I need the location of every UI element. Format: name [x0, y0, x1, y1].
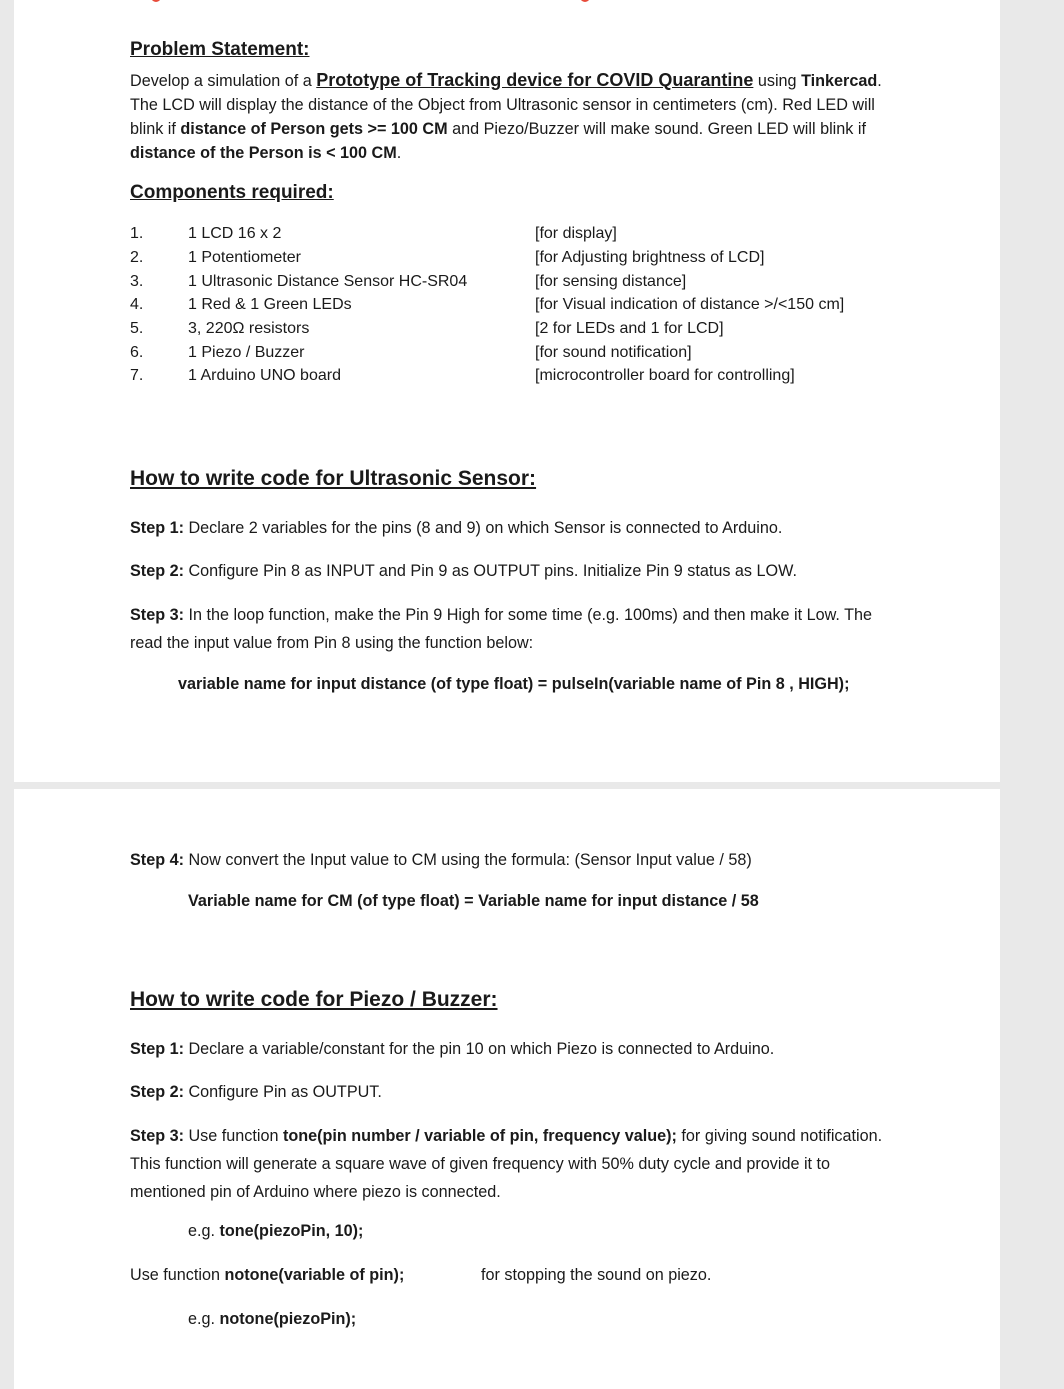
ultrasonic-heading: How to write code for Ultrasonic Sensor:	[130, 467, 537, 490]
piezo-step-1	[130, 1035, 890, 1063]
component-number: 4.	[130, 296, 144, 313]
text: Develop a simulation of a	[130, 72, 317, 90]
step-label: Step 2:	[130, 1083, 184, 1101]
tinkercad-term: Tinkercad	[801, 72, 878, 90]
component-note: [microcontroller board for controlling]	[535, 367, 795, 384]
ultrasonic-step-2	[130, 557, 890, 585]
tone-function: tone(pin number / variable of pin, frequency value);	[282, 1127, 677, 1145]
component-number: 6.	[130, 344, 144, 361]
component-note: [for Adjusting brightness of LCD]	[535, 249, 765, 266]
pulsein-code-line: variable name for input distance (of type float) = pulseIn(variable name of Pin 8 , HIGH);	[178, 675, 850, 693]
component-note: [for sensing distance]	[535, 273, 687, 290]
component-item: 1 Arduino UNO board	[188, 367, 341, 384]
notone-example	[188, 1310, 356, 1329]
component-note: [for display]	[535, 225, 617, 242]
step-text: Configure Pin 8 as INPUT and Pin 9 as OUTPUT pins. Initialize Pin 9 status as LOW.	[183, 562, 797, 580]
component-number: 5.	[130, 320, 144, 337]
text: using	[753, 72, 797, 90]
step-label: Step 1:	[130, 1040, 184, 1058]
component-note: [for Visual indication of distance >/<150 cm]	[535, 296, 845, 313]
step-label: Step 4:	[130, 851, 184, 869]
ultrasonic-step-1	[130, 514, 890, 542]
document-page-1	[14, 0, 1000, 782]
step-label: Step 3:	[130, 606, 184, 624]
green-condition: distance of the Person is < 100 CM	[130, 144, 397, 162]
project-title: Prototype of Tracking device for COVID Quarantine	[316, 70, 754, 90]
notone-line	[130, 1266, 404, 1285]
step-text: Configure Pin as OUTPUT.	[183, 1083, 382, 1101]
notone-function: notone(variable of pin);	[224, 1266, 405, 1284]
component-item: 1 Red & 1 Green LEDs	[188, 296, 352, 313]
cm-formula-code-line: Variable name for CM (of type float) = Variable name for input distance / 58	[188, 892, 759, 910]
step-label: Step 3:	[130, 1127, 184, 1145]
problem-heading: Problem Statement:	[130, 39, 310, 60]
step-text: In the loop function, make the Pin 9 High for some time (e.g. 100ms) and then make it Low. The read the input value from Pin 8 using the function below:	[130, 606, 873, 652]
step-label: Step 1:	[130, 519, 184, 537]
step-text: Declare a variable/constant for the pin 10 on which Piezo is connected to Arduino.	[183, 1040, 775, 1058]
text: Use function	[130, 1266, 225, 1284]
example-code: notone(piezoPin);	[219, 1310, 357, 1328]
component-number: 7.	[130, 367, 144, 384]
component-number: 3.	[130, 273, 144, 290]
piezo-step-2	[130, 1078, 890, 1106]
step-text: Now convert the Input value to CM using the formula: (Sensor Input value / 58)	[183, 851, 752, 869]
red-condition: distance of Person gets >= 100 CM	[180, 120, 448, 138]
step-label: Step 2:	[130, 562, 184, 580]
cut-off-mark	[580, 0, 590, 2]
component-number: 2.	[130, 249, 144, 266]
ultrasonic-step-4	[130, 846, 890, 874]
step-text: Use function	[183, 1127, 283, 1145]
component-item: 1 Potentiometer	[188, 249, 301, 266]
text: .	[396, 144, 402, 162]
text: and Piezo/Buzzer will make sound. Green LED will blink if	[447, 120, 866, 138]
components-heading: Components required:	[130, 182, 334, 203]
problem-paragraph	[130, 68, 900, 165]
component-note: [2 for LEDs and 1 for LCD]	[535, 320, 724, 337]
component-item: 1 Piezo / Buzzer	[188, 344, 305, 361]
ultrasonic-step-3	[130, 601, 890, 657]
step-text: Declare 2 variables for the pins (8 and 9) on which Sensor is connected to Arduino.	[183, 519, 783, 537]
component-item: 1 LCD 16 x 2	[188, 225, 282, 242]
text: . The LCD will display the distance of the Object from Ultrasonic sensor in centimeters (cm). Red LED will blink if	[130, 72, 882, 138]
example-prefix: e.g.	[188, 1222, 220, 1240]
component-number: 1.	[130, 225, 144, 242]
step-text: for giving sound notification. This function will generate a square wave of given frequency with 50% duty cycle and provide it to mentioned pin of Arduino where piezo is connected.	[130, 1127, 883, 1201]
tone-example	[188, 1222, 363, 1241]
notone-description: for stopping the sound on piezo.	[481, 1266, 712, 1284]
component-item: 3, 220Ω resistors	[188, 320, 310, 337]
component-note: [for sound notification]	[535, 344, 692, 361]
document-page-2	[14, 789, 1000, 1389]
cut-off-mark	[151, 0, 161, 2]
piezo-heading: How to write code for Piezo / Buzzer:	[130, 988, 498, 1011]
component-item: 1 Ultrasonic Distance Sensor HC-SR04	[188, 273, 468, 290]
example-code: tone(piezoPin, 10);	[219, 1222, 364, 1240]
example-prefix: e.g.	[188, 1310, 220, 1328]
piezo-step-3	[130, 1122, 890, 1206]
